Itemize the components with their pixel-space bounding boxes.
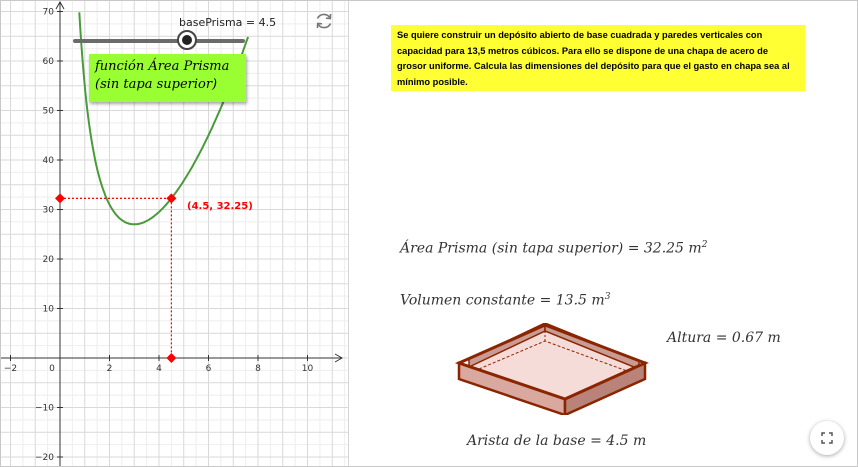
area-formula-text: Área Prisma (sin tapa superior) = 32.25 m — [400, 240, 702, 257]
x-tick-label: 6 — [205, 364, 212, 374]
function-label — [89, 54, 246, 102]
reset-icon — [313, 10, 335, 32]
open-box-3d[interactable] — [453, 323, 653, 415]
area-exponent: 2 — [701, 240, 708, 250]
x-tick-label: 4 — [156, 364, 162, 374]
reset-button[interactable] — [313, 10, 335, 32]
area-formula — [400, 240, 707, 257]
point-on-y-axis — [55, 193, 65, 203]
function-label-line2: (sin tapa superior) — [95, 77, 218, 92]
volume-exponent: 3 — [604, 292, 611, 302]
y-tick-label: 50 — [42, 106, 54, 117]
x-tick-label: 10 — [301, 364, 314, 374]
fullscreen-button[interactable] — [810, 421, 844, 455]
y-tick-label: 70 — [42, 7, 54, 18]
slider-caption: basePrisma = 4.5 — [179, 16, 277, 29]
slider-knob-baseprisma[interactable] — [177, 30, 197, 50]
point-on-x-axis — [166, 353, 176, 363]
function-label-line1: función Área Prisma — [95, 59, 230, 74]
y-tick-label: 30 — [42, 205, 54, 216]
problem-statement: Se quiere construir un depósito abierto de base cuadrada y paredes verticales con capacidad para 13,5 metros cúbicos. Para ello se dispone de una chapa de acero de grosor uniforme. Calcula las dimensiones del depósito para que el gasto en chapa sea al mínimo posible. — [391, 25, 805, 91]
y-tick-label: 20 — [42, 255, 54, 265]
y-tick-label: 40 — [42, 156, 54, 166]
fullscreen-icon — [810, 421, 844, 455]
area-function-curve — [79, 12, 248, 224]
y-tick-label: −20 — [35, 453, 54, 463]
base-edge-formula: Arista de la base = 4.5 m — [467, 433, 647, 449]
graphics-view[interactable] — [1, 1, 349, 467]
x-tick-label: 8 — [255, 364, 261, 374]
y-tick-label: −10 — [35, 403, 54, 414]
x-tick-label: 0 — [49, 364, 55, 374]
height-formula: Altura = 0.67 m — [667, 330, 781, 346]
panel-divider[interactable] — [348, 1, 349, 467]
volume-formula-text: Volumen constante = 13.5 m — [400, 292, 605, 309]
point-coordinates-label: (4.5, 32.25) — [187, 201, 253, 212]
x-tick-label: −2 — [3, 364, 18, 374]
slider-track-baseprisma[interactable] — [73, 39, 245, 43]
x-tick-label: 2 — [106, 364, 113, 374]
y-tick-label: 10 — [42, 304, 54, 315]
volume-formula — [400, 292, 610, 309]
y-tick-label: 60 — [42, 57, 54, 67]
